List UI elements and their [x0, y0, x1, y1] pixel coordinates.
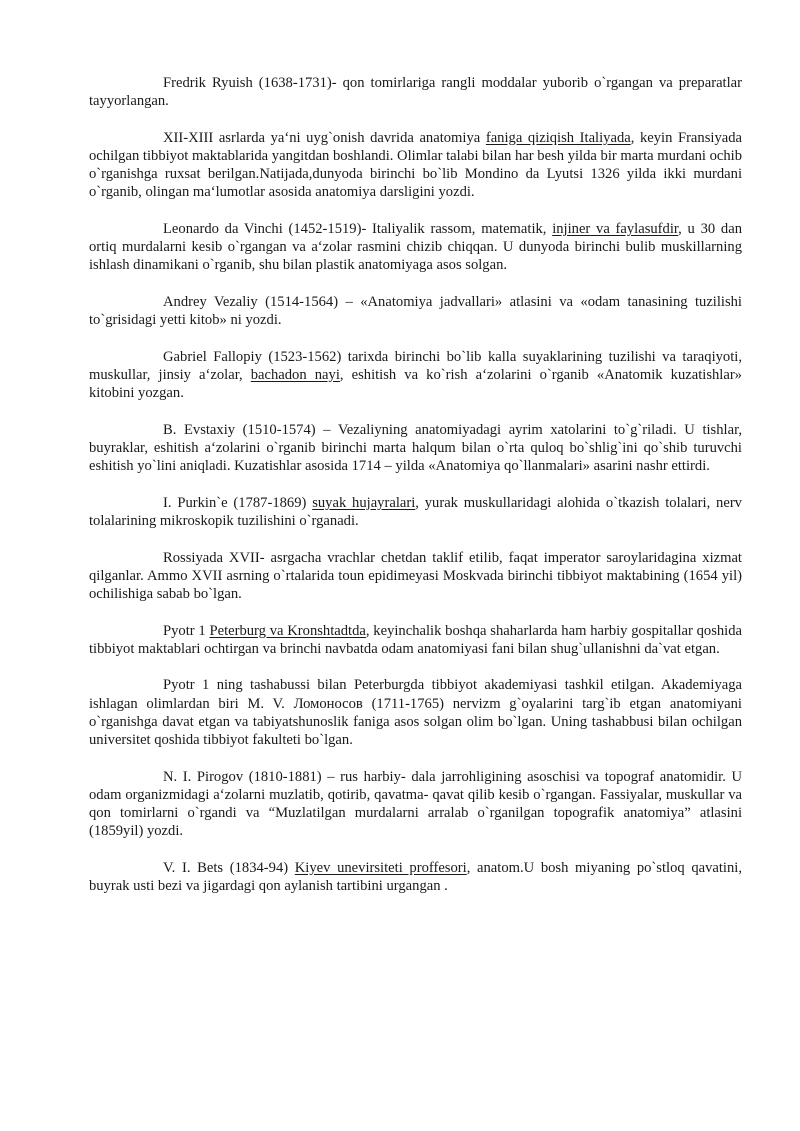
paragraph-text: , yurak muskullaridagi alohida o`tkazish tolalari, nerv tolalarining mikroskopik tuzilishini o`rganadi.: [89, 494, 742, 529]
paragraph: [89, 220, 742, 275]
paragraph: [89, 622, 742, 658]
paragraph-text: Andrey Vezaliy (1514-1564) – «Anatomiya jadvallari» atlasini va «odam tanasining tuzilishi to`grisidagi yetti kitob» ni yozdi.: [89, 294, 742, 329]
paragraph: [89, 494, 742, 530]
paragraph: [89, 348, 742, 403]
paragraph-text: , u 30 dan ortiq murdalarni kesib o`rgangan va a‘zolar rasmini chizib chiqqan. U dunyoda birinchi bulib muskillarning ishlash dinamikani o`rganib, shu bilan plastik anatomiyaga asos solgan.: [89, 221, 743, 274]
paragraph-text: , keyinchalik boshqa shaharlarda ham harbiy gospitallar qoshida tibbiyot maktablari ochtirgan va brinchi navbatda odam anatomiyasi fani bilan shug`ullanishni da`vat etgan.: [89, 622, 743, 657]
paragraph-text: N. I. Pirogov (1810-1881) – rus harbiy- dala jarrohligining asoschisi va topograf anatomidir. U odam organizmidagi a‘zolarni muzlatib, qotirib, qavatma- qavat qilib kesib o`rgangan. Fassiyalar, muskullar va qon tomirlarni o`rgandi va “Muzlatilgan murdalarni arralab o`rganilgan topografik anatomiya” atlasini (1859yil) yozdi.: [89, 768, 742, 840]
paragraph: [89, 859, 742, 895]
paragraph-text: I. Purkin`e (1787-1869): [163, 494, 313, 511]
underlined-link[interactable]: injiner va faylasufdir: [552, 221, 679, 237]
underlined-link[interactable]: bachadon nayi: [250, 367, 340, 383]
paragraph-text: XII-XIII asrlarda ya‘ni uyg`onish davrida anatomiya: [163, 129, 486, 146]
paragraph-text: Leonardo da Vinchi (1452-1519)- Italiyalik rassom, matematik,: [163, 221, 553, 237]
document-body: [89, 74, 742, 914]
paragraph: [89, 74, 742, 110]
paragraph-text: , anatom.U bosh miyaning po`stloq qavatini, buyrak usti bezi va jigardagi qon aylanish tartibini urgangan .: [89, 859, 742, 894]
underlined-link[interactable]: suyak hujayralari: [312, 494, 416, 511]
underlined-link[interactable]: faniga qiziqish Italiyada: [485, 129, 631, 146]
underlined-link[interactable]: Peterburg va Kronshtadtda: [209, 622, 366, 639]
paragraph-text: Pyotr 1 ning tashabussi bilan Peterburgda tibbiyot akademiyasi tashkil etilgan. Akademiyaga ishlagan olimlardan biri M. V. Ломоносов (1711-1765) nervizm g`oyalarini targ`ib etgan anatomiyani o`rganishga davat etgan va tabiyatshunoslik faniga asos solgan olim bo`lgan. Uning tashabbusi bilan ochilgan universitet qoshida tibbiyot fakulteti bo`lgan.: [89, 677, 742, 748]
underlined-link[interactable]: Kiyev unevirsiteti proffesori: [294, 859, 467, 876]
paragraph: [89, 421, 742, 476]
paragraph: [89, 549, 742, 604]
paragraph-text: Rossiyada XVII- asrgacha vrachlar chetdan taklif etilib, faqat imperator saroylaridagina xizmat qilganlar. Ammo XVII asrning o`rtalarida toun epidimeyasi Moskvada birinchi tibbiyot maktabining (1654 yil) ochilishiga sabab bo`lgan.: [89, 549, 742, 602]
paragraph-text: Gabriel Fallopiy (1523-1562) tarixda birinchi bo`lib kalla suyaklarining tuzilishi va taraqiyoti, muskullar, jinsiy a‘zolar,: [89, 348, 742, 383]
paragraph-text: Fredrik Ryuish (1638-1731)- qon tomirlariga rangli moddalar yuborib o`rgangan va preparatlar tayyorlangan.: [89, 75, 742, 110]
paragraph-text: V. I. Bets (1834-94): [163, 859, 295, 876]
paragraph: [89, 129, 742, 202]
paragraph: [89, 293, 742, 329]
paragraph: [89, 768, 742, 841]
paragraph-text: , keyin Fransiyada ochilgan tibbiyot maktablarida yangitdan boshlandi. Olimlar talabi bilan har besh yilda bir marta murdani ochib o`rganishga ruxsat berilgan.Natijada,dunyoda birinchi bo`lib Mondino da Lyutsi 1326 yilda ikki murdani o`rganib, olingan ma‘lumotlar asosida anatomiya darsligini yozdi.: [89, 129, 742, 201]
paragraph-text: Pyotr 1: [163, 622, 210, 639]
paragraph: [89, 676, 742, 749]
paragraph-text: B. Evstaxiy (1510-1574) – Vezaliyning anatomiyadagi ayrim xatolarini to`g`riladi. U tishlar, buyraklar, eshitish a‘zolarini o`rganib birinchi marta halqum bilan o`rta quloq bo`shlig`ini qo`shib turuvchi eshitish yo`lini aniqladi. Kuzatishlar asosida 1714 – yilda «Anatomiya qo`llanmalari» asarini nashr ettirdi.: [89, 421, 742, 475]
paragraph-text: , eshitish va ko`rish a‘zolarini o`rganib «Anatomik kuzatishlar» kitobini yozgan.: [89, 367, 742, 402]
